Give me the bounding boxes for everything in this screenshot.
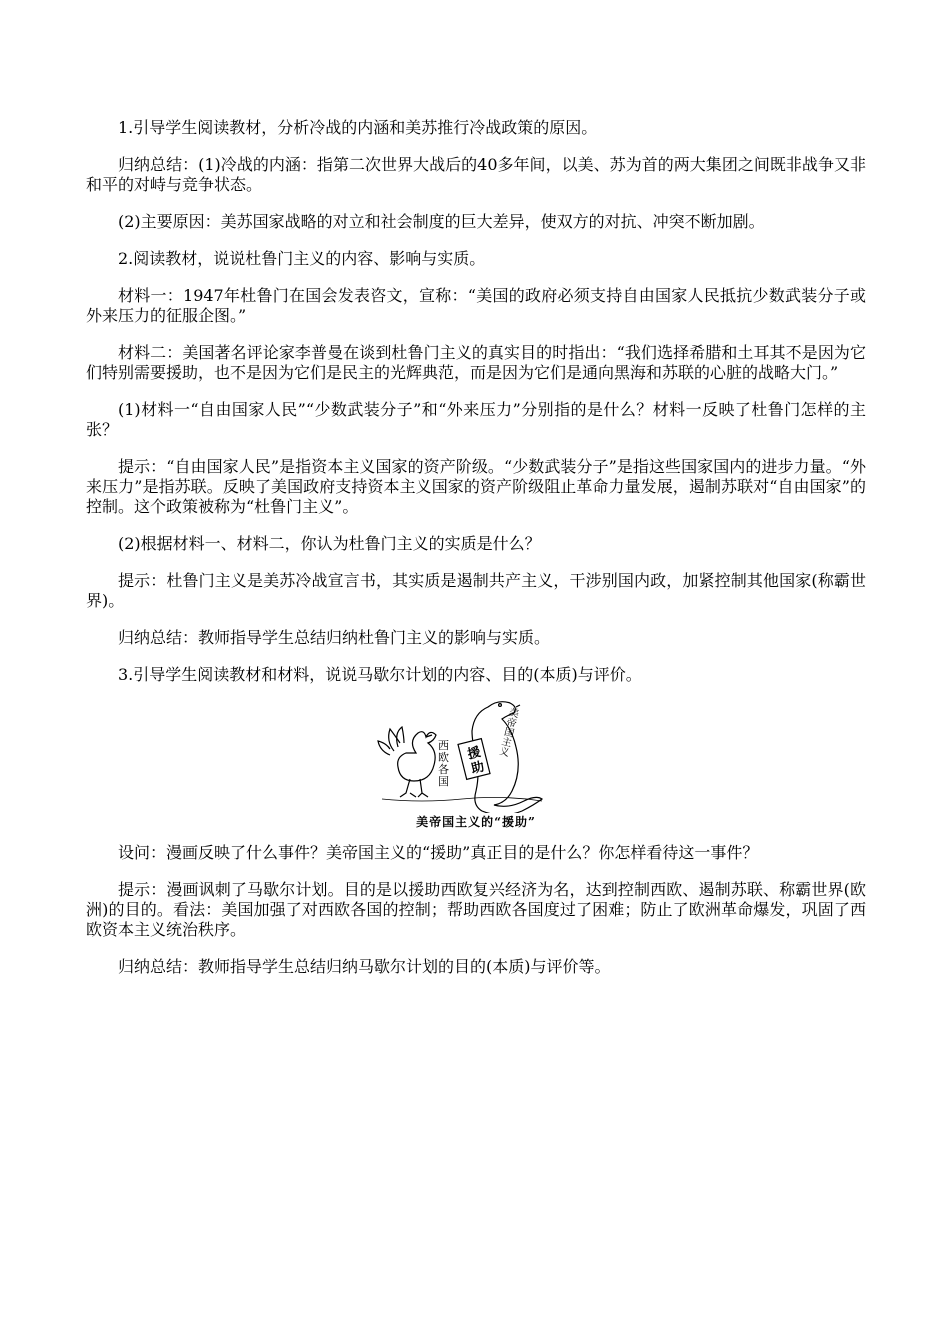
rooster-drawing bbox=[378, 727, 436, 797]
rooster-label-column bbox=[438, 739, 449, 788]
cartoon-label-char: 援 bbox=[466, 744, 483, 763]
cartoon-label-char: 帝 bbox=[505, 716, 518, 731]
paragraph-13: 设问：漫画反映了什么事件？美帝国主义的“援助”真正目的是什么？你怎样看待这一事件？ bbox=[118, 843, 759, 862]
paragraph-14: 提示：漫画讽刺了马歇尔计划。目的是以援助西欧复兴经济为名，达到控制西欧、遏制苏联、称霸世界(欧洲)的目的。看法：美国加强了对西欧各国的控制；帮助西欧各国度过了困难；防止了欧洲革命爆发，巩固了西欧资本主义统治秩序。 bbox=[86, 880, 866, 939]
paragraph-7: (1)材料一“自由国家人民”“少数武装分子”和“外来压力”分别指的是什么？材料一反映了杜鲁门怎样的主张？ bbox=[86, 400, 866, 439]
cartoon-label-char: 主 bbox=[500, 736, 513, 750]
cartoon-label-char: 欧 bbox=[438, 751, 449, 764]
cartoon-label-char: 国 bbox=[438, 775, 449, 788]
cartoon-label-char: 国 bbox=[502, 726, 516, 740]
cartoon-label-char: 助 bbox=[469, 759, 486, 778]
cartoon-label-char: 各 bbox=[438, 763, 449, 776]
ground-line bbox=[382, 797, 542, 801]
paragraph-4: 2.阅读教材，说说杜鲁门主义的内容、影响与实质。 bbox=[118, 249, 486, 268]
paragraph-11: 归纳总结：教师指导学生总结归纳杜鲁门主义的影响与实质。 bbox=[118, 628, 551, 647]
cartoon-caption: 美帝国主义的“援助” bbox=[416, 815, 536, 829]
paragraph-10: 提示：杜鲁门主义是美苏冷战宣言书，其实质是遏制共产主义，干涉别国内政，加紧控制其他国家(称霸世界)。 bbox=[86, 571, 866, 610]
paragraph-8: 提示：“自由国家人民”是指资本主义国家的资产阶级。“少数武装分子”是指这些国家国内的进步力量。“外来压力”是指苏联。反映了美国政府支持资本主义国家的资产阶级阻止革命力量发展，遏制苏联对“自由国家”的控制。这个政策被称为“杜鲁门主义”。 bbox=[86, 457, 866, 516]
paragraph-1: 1.引导学生阅读教材，分析冷战的内涵和美苏推行冷战政策的原因。 bbox=[118, 118, 598, 137]
paragraph-5: 材料一：1947年杜鲁门在国会发表咨文，宣称：“美国的政府必须支持自由国家人民抵抗少数武装分子或外来压力的征服企图。” bbox=[86, 286, 866, 325]
paragraph-12: 3.引导学生阅读教材和材料，说说马歇尔计划的内容、目的(本质)与评价。 bbox=[118, 665, 642, 684]
cartoon-label-char: 义 bbox=[498, 746, 511, 760]
cartoon-illustration bbox=[376, 693, 576, 813]
paragraph-2: 归纳总结：(1)冷战的内涵：指第二次世界大战后的40多年间，以美、苏为首的两大集团之间既非战争又非和平的对峙与竞争状态。 bbox=[86, 155, 866, 194]
paragraph-3: (2)主要原因：美苏国家战略的对立和社会制度的巨大差异，使双方的对抗、冲突不断加剧。 bbox=[118, 212, 765, 231]
cartoon-label-char: 美 bbox=[507, 707, 521, 721]
paragraph-6: 材料二：美国著名评论家李普曼在谈到杜鲁门主义的真实目的时指出：“我们选择希腊和土耳其不是因为它们特别需要援助，也不是因为它们是民主的光辉典范，而是因为它们是通向黑海和苏联的心脏的战略大门。” bbox=[86, 343, 866, 382]
document-body bbox=[86, 118, 866, 977]
cartoon-figure bbox=[86, 693, 866, 829]
paragraph-9: (2)根据材料一、材料二，你认为杜鲁门主义的实质是什么？ bbox=[118, 534, 541, 553]
cartoon-label-char: 西 bbox=[438, 739, 449, 752]
paragraph-15: 归纳总结：教师指导学生总结归纳马歇尔计划的目的(本质)与评价等。 bbox=[118, 957, 611, 976]
